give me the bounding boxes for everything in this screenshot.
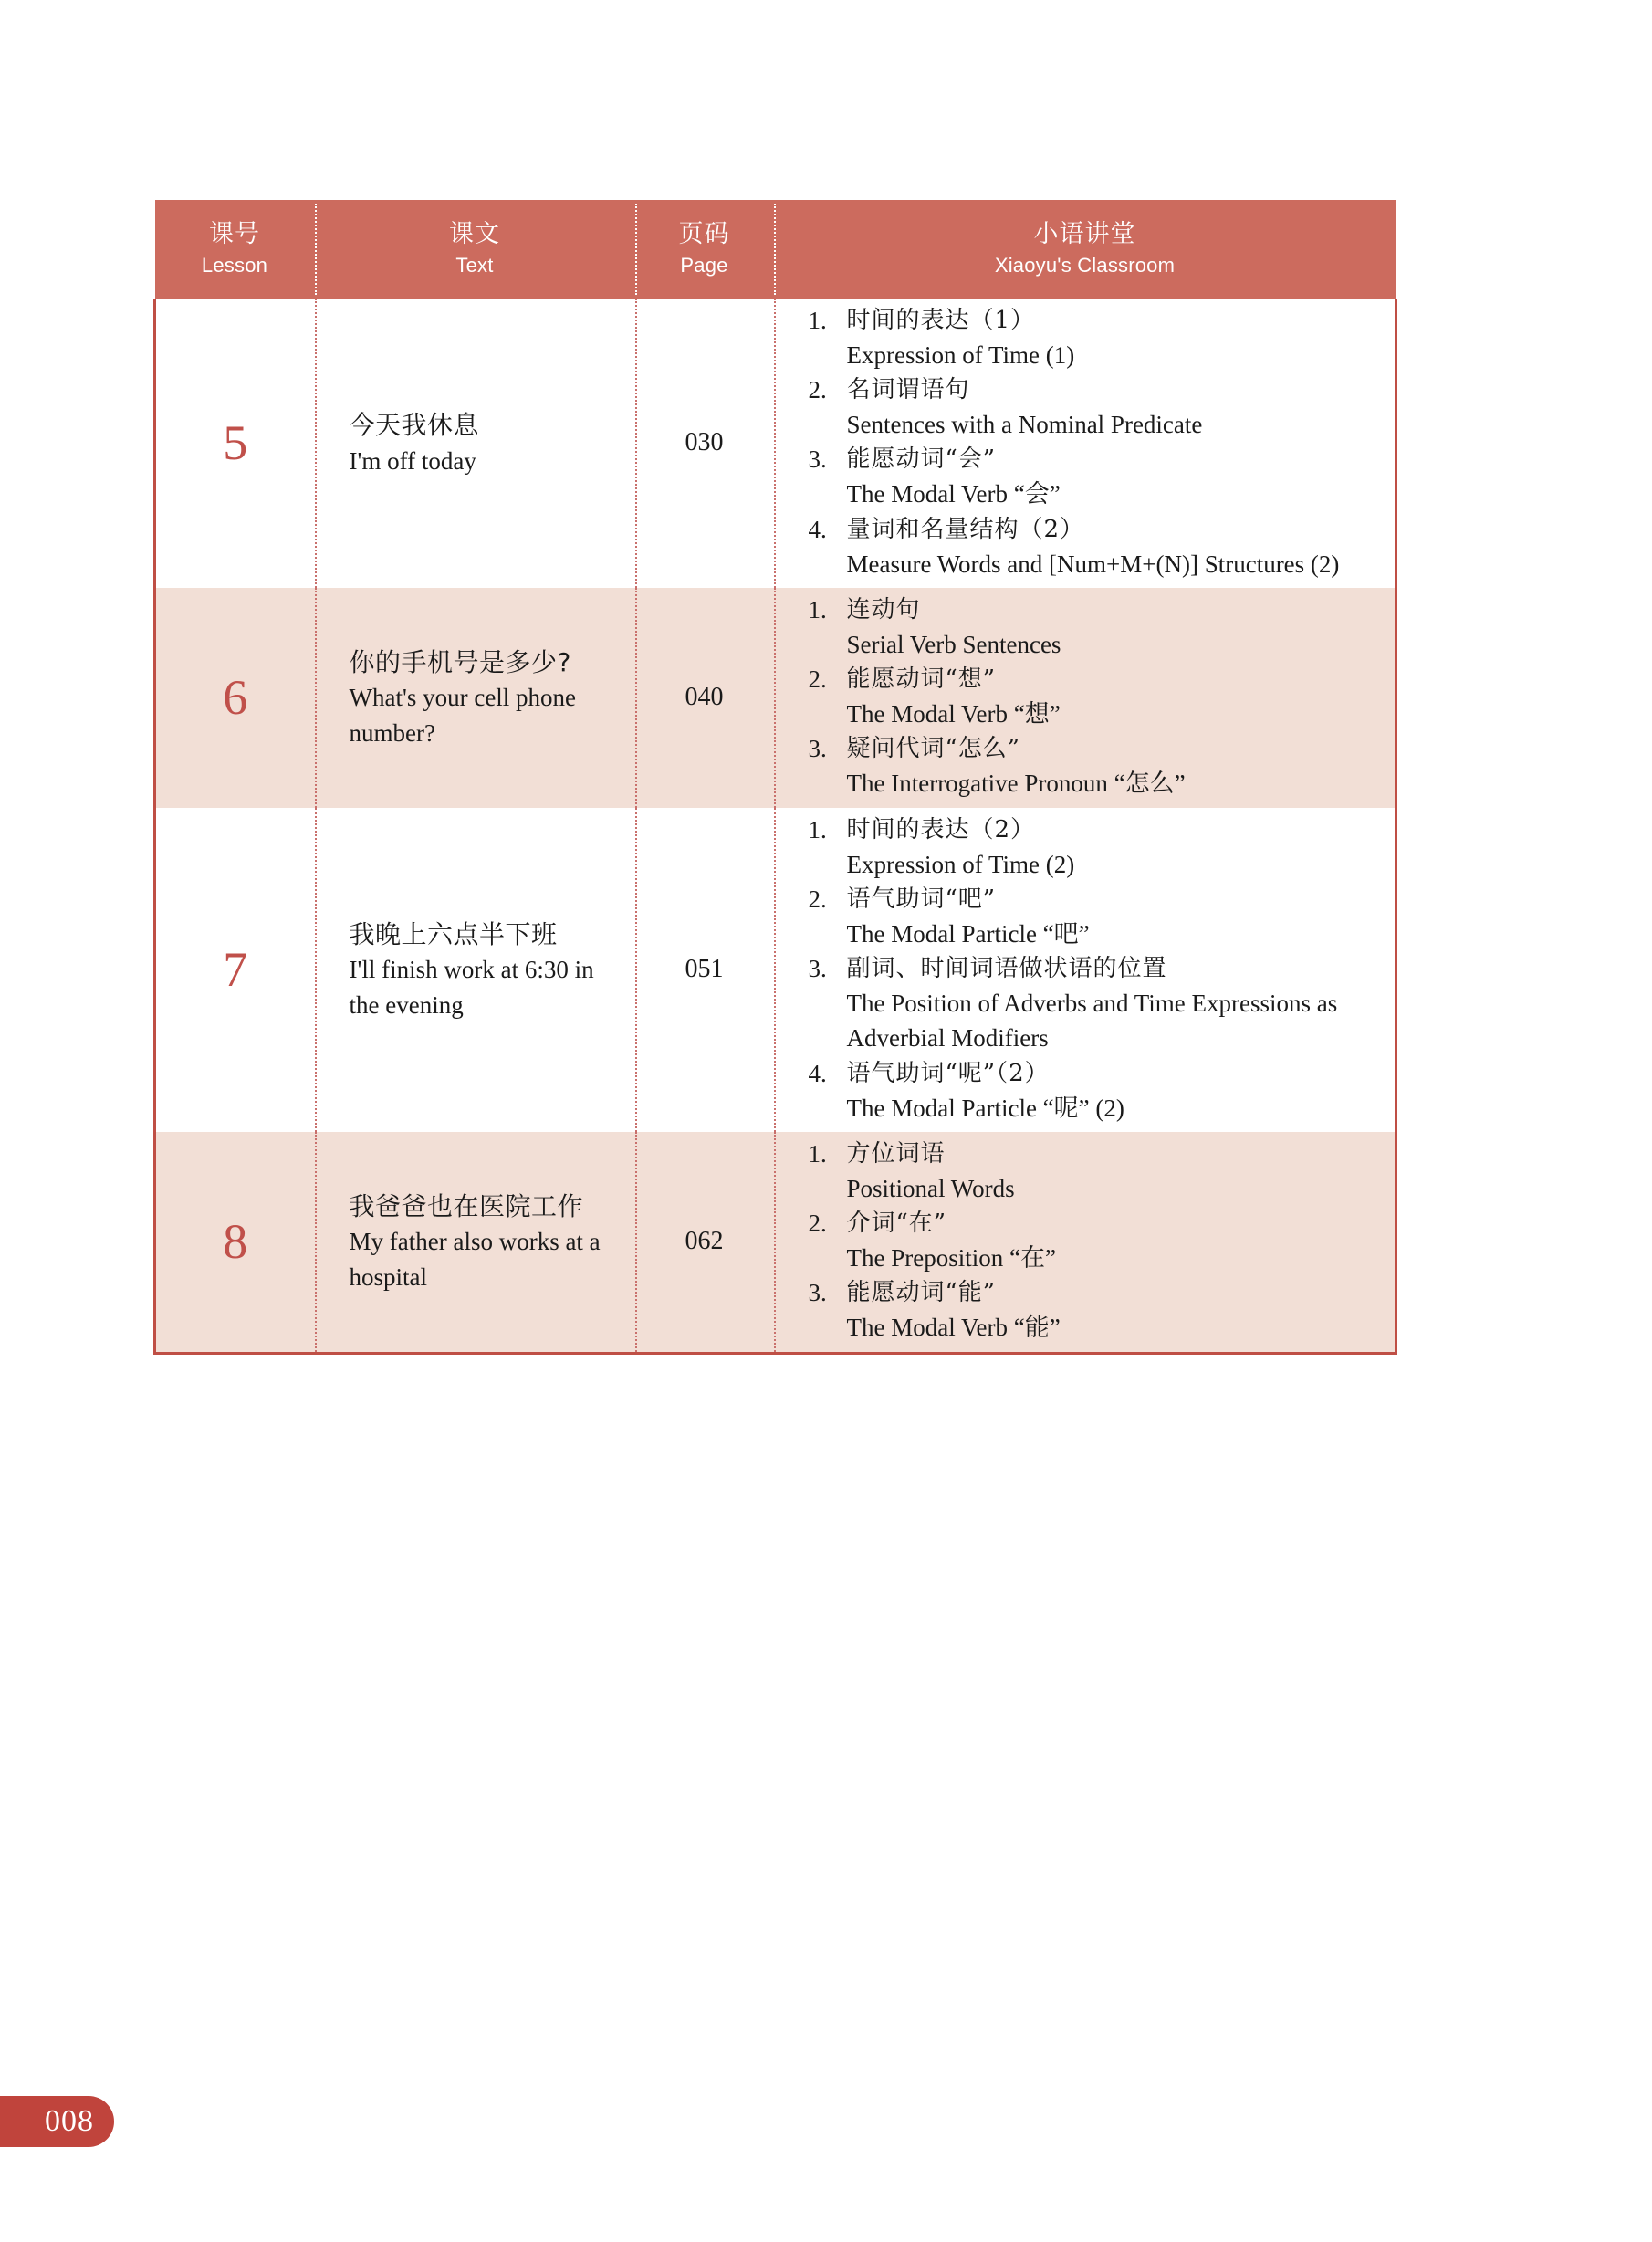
lesson-title-english: I'll finish work at 6:30 in the evening (349, 956, 594, 1019)
grammar-point-english: Positional Words (846, 1174, 1015, 1202)
grammar-point-english: The Modal Verb “会” (846, 480, 1061, 508)
table-row (155, 1132, 1396, 1353)
grammar-point-english: The Modal Particle “呢” (2) (846, 1094, 1124, 1122)
page-number: 030 (685, 428, 724, 457)
folio-page-number: 008 (45, 2104, 94, 2138)
table-row (155, 299, 1396, 588)
grammar-point-item (809, 813, 1375, 882)
grammar-point-marker: 3. (808, 1279, 827, 1307)
lesson-text-cell (315, 299, 635, 588)
grammar-point-item (809, 304, 1375, 372)
column-header-classroom-en: Xiaoyu's Classroom (994, 253, 1176, 277)
column-header-lesson (155, 200, 315, 299)
grammar-point-item (809, 663, 1375, 731)
lesson-number-cell (155, 808, 315, 1132)
grammar-point-list (774, 304, 1375, 581)
classroom-points-cell (774, 1132, 1396, 1353)
lesson-text-cell (315, 808, 635, 1132)
column-header-classroom (774, 200, 1396, 299)
grammar-point-marker: 2. (808, 665, 827, 694)
lesson-number: 7 (223, 942, 248, 998)
grammar-point-english: Serial Verb Sentences (846, 630, 1061, 658)
lesson-title-chinese: 我晚上六点半下班 (349, 918, 558, 949)
lesson-number: 8 (223, 1214, 248, 1270)
lesson-title-chinese: 今天我休息 (349, 410, 480, 441)
page-number: 062 (685, 1227, 724, 1256)
column-header-lesson-en: Lesson (201, 253, 268, 277)
grammar-point-chinese: 能愿动词“想” (846, 665, 997, 694)
grammar-point-english: The Position of Adverbs and Time Expressions as Adverbial Modifiers (846, 990, 1338, 1053)
grammar-point-item (809, 1207, 1375, 1275)
grammar-point-chinese: 连动句 (846, 595, 921, 623)
grammar-point-chinese: 能愿动词“会” (846, 445, 997, 474)
lesson-title-chinese: 我爸爸也在医院工作 (349, 1190, 584, 1221)
table-row (155, 588, 1396, 808)
column-header-text-cn: 课文 (449, 219, 500, 248)
grammar-point-chinese: 时间的表达（2） (846, 815, 1036, 843)
column-header-lesson-cn: 课号 (209, 219, 260, 248)
grammar-point-marker: 1. (808, 815, 827, 843)
grammar-point-marker: 2. (808, 885, 827, 913)
lesson-title-english: I'm off today (349, 446, 476, 475)
column-header-classroom-cn: 小语讲堂 (1033, 219, 1136, 248)
grammar-point-chinese: 疑问代词“怎么” (846, 735, 1021, 763)
page-number: 040 (685, 683, 724, 712)
grammar-point-marker: 4. (808, 1059, 827, 1087)
lesson-number-cell (155, 588, 315, 808)
table-header (155, 200, 1396, 299)
lesson-number-cell (155, 1132, 315, 1353)
grammar-point-item (809, 1137, 1375, 1206)
grammar-point-marker: 3. (808, 955, 827, 983)
lesson-title-english: My father also works at a hospital (349, 1228, 601, 1291)
grammar-point-chinese: 方位词语 (846, 1139, 946, 1168)
classroom-points-cell (774, 299, 1396, 588)
grammar-point-list (774, 813, 1375, 1126)
grammar-point-english: Measure Words and [Num+M+(N)] Structures (2) (846, 550, 1340, 578)
grammar-point-list (774, 1137, 1375, 1346)
grammar-point-marker: 1. (808, 1139, 827, 1168)
grammar-point-list (774, 593, 1375, 801)
grammar-point-item (809, 593, 1375, 662)
lesson-number-cell (155, 299, 315, 588)
lesson-text-cell (315, 1132, 635, 1353)
page-number-cell (635, 808, 774, 1132)
table-of-contents-table (153, 200, 1397, 1355)
grammar-point-english: Sentences with a Nominal Predicate (846, 411, 1203, 439)
grammar-point-item (809, 1057, 1375, 1126)
grammar-point-item (809, 1276, 1375, 1345)
grammar-point-chinese: 副词、时间词语做状语的位置 (846, 955, 1167, 983)
grammar-point-marker: 2. (808, 1210, 827, 1238)
column-header-text-en: Text (455, 253, 494, 277)
lesson-number: 5 (223, 415, 248, 471)
lesson-title-english: What's your cell phone number? (349, 684, 577, 747)
lesson-text-cell (315, 588, 635, 808)
lesson-title-chinese: 你的手机号是多少? (349, 646, 571, 677)
grammar-point-chinese: 语气助词“吧” (846, 885, 997, 913)
grammar-point-chinese: 能愿动词“能” (846, 1279, 997, 1307)
grammar-point-chinese: 名词谓语句 (846, 376, 970, 404)
page-number-cell (635, 588, 774, 808)
folio-page-badge (0, 2096, 114, 2147)
grammar-point-marker: 2. (808, 376, 827, 404)
grammar-point-item (809, 952, 1375, 1056)
grammar-point-marker: 1. (808, 595, 827, 623)
grammar-point-item (809, 513, 1375, 581)
column-header-page-cn: 页码 (678, 219, 730, 248)
grammar-point-english: The Modal Particle “吧” (846, 919, 1090, 948)
grammar-point-marker: 3. (808, 445, 827, 474)
grammar-point-english: Expression of Time (2) (846, 850, 1075, 878)
column-header-page (635, 200, 774, 299)
page-number: 051 (685, 955, 724, 984)
grammar-point-english: The Modal Verb “能” (846, 1314, 1061, 1342)
grammar-point-item (809, 443, 1375, 511)
grammar-point-marker: 3. (808, 735, 827, 763)
grammar-point-marker: 4. (808, 515, 827, 543)
grammar-point-marker: 1. (808, 307, 827, 334)
grammar-point-english: The Interrogative Pronoun “怎么” (846, 770, 1186, 798)
grammar-point-item (809, 373, 1375, 442)
grammar-point-item (809, 732, 1375, 801)
page-number-cell (635, 299, 774, 588)
grammar-point-item (809, 883, 1375, 951)
grammar-point-english: The Preposition “在” (846, 1244, 1056, 1273)
page-number-cell (635, 1132, 774, 1353)
grammar-point-chinese: 介词“在” (846, 1210, 947, 1238)
lesson-number: 6 (223, 670, 248, 726)
table-row (155, 808, 1396, 1132)
grammar-point-english: Expression of Time (1) (846, 340, 1075, 369)
column-header-text (315, 200, 635, 299)
classroom-points-cell (774, 588, 1396, 808)
grammar-point-english: The Modal Verb “想” (846, 700, 1061, 728)
table-body (155, 299, 1396, 1353)
grammar-point-chinese: 语气助词“呢”（2） (846, 1059, 1050, 1087)
grammar-point-chinese: 时间的表达（1） (846, 307, 1036, 334)
column-header-page-en: Page (680, 253, 728, 277)
table-header-row (155, 200, 1396, 299)
grammar-point-chinese: 量词和名量结构（2） (846, 515, 1085, 543)
classroom-points-cell (774, 808, 1396, 1132)
